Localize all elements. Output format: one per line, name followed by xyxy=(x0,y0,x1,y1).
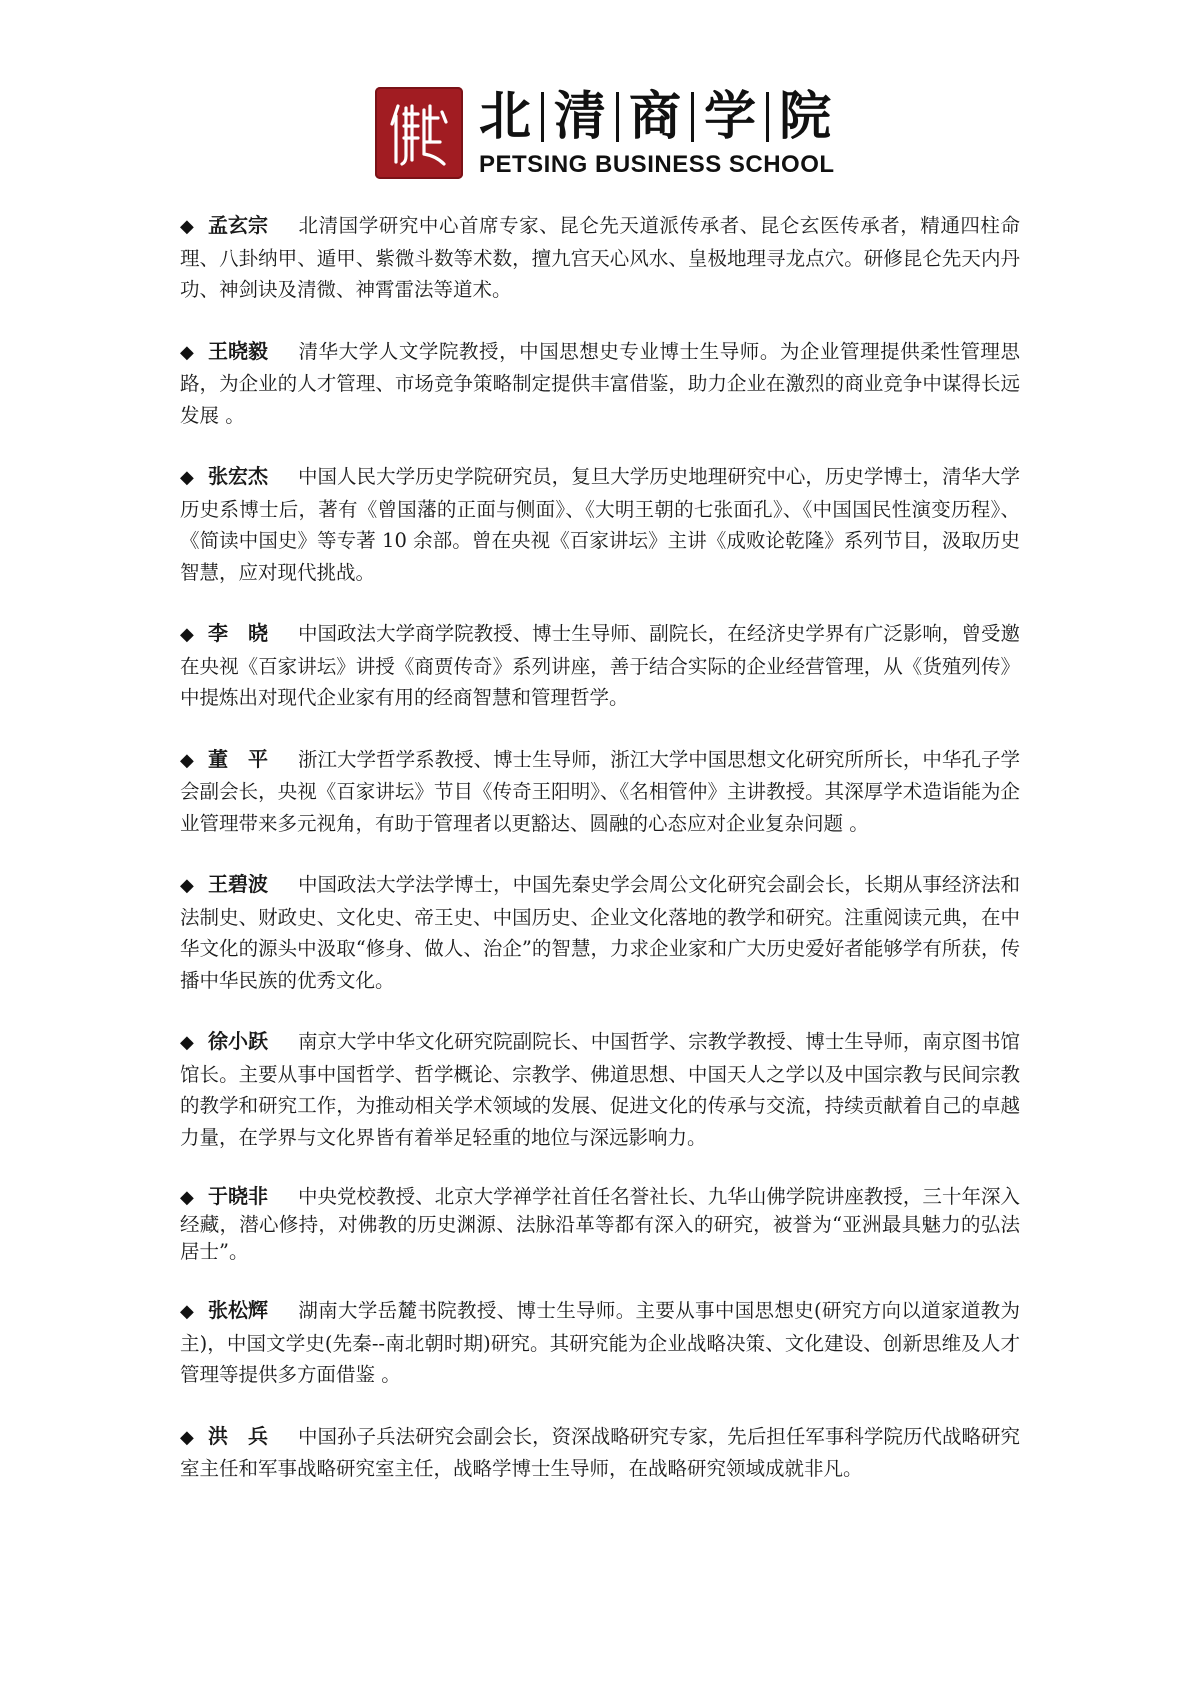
faculty-bio: 中央党校教授、北京大学禅学社首任名誉社长、九华山佛学院讲座教授，三十年深入经藏，潜心修持，对佛教的历史渊源、法脉沿革等都有深入的研究，被誉为“亚洲最具魅力的弘法居士”。 xyxy=(180,1185,1020,1263)
diamond-bullet-icon: ◆ xyxy=(180,467,194,488)
divider xyxy=(691,92,694,142)
school-name-char: 清 xyxy=(554,87,607,147)
diamond-bullet-icon: ◆ xyxy=(180,1426,194,1448)
faculty-bio: 湖南大学岳麓书院教授、博士生导师。主要从事中国思想史(研究方向以道家道教为主)，中国文学史(先秦--南北朝时期)研究。其研究能为企业战略决策、文化建设、创新思维及人才管理等提供多方面借鉴 。 xyxy=(180,1299,1020,1386)
faculty-name: 孟玄宗 xyxy=(208,213,268,237)
faculty-bio: 中国孙子兵法研究会副会长，资深战略研究专家，先后担任军事科学院历代战略研究室主任和军事战略研究室主任，战略学博士生导师，在战略研究领域成就非凡。 xyxy=(180,1424,1020,1480)
faculty-entry xyxy=(180,744,1020,840)
diamond-bullet-icon: ◆ xyxy=(180,1187,194,1208)
faculty-entry xyxy=(180,1421,1020,1485)
faculty-entry xyxy=(180,1183,1020,1265)
faculty-bio: 中国政法大学法学博士，中国先秦史学会周公文化研究会副会长，长期从事经济法和法制史、财政史、文化史、帝王史、中国历史、企业文化落地的教学和研究。注重阅读元典，在中华文化的源头中汲取“修身、做人、治企”的智慧，力求企业家和广大历史爱好者能够学有所获，传播中华民族的优秀文化。 xyxy=(180,873,1020,992)
diamond-bullet-icon: ◆ xyxy=(180,749,194,771)
faculty-list xyxy=(180,210,1020,1485)
faculty-name: 李 晓 xyxy=(208,621,268,645)
seal-glyph-icon xyxy=(384,96,454,170)
faculty-entry xyxy=(180,618,1020,714)
school-name-char: 院 xyxy=(779,87,832,147)
petsing-seal-logo xyxy=(375,87,463,179)
faculty-name: 王碧波 xyxy=(208,872,268,896)
faculty-name: 董 平 xyxy=(208,746,268,771)
diamond-bullet-icon: ◆ xyxy=(180,624,194,645)
faculty-bio: 清华大学人文学院教授，中国思想史专业博士生导师。为企业管理提供柔性管理思路，为企业的人才管理、市场竞争策略制定提供丰富借鉴，助力企业在激烈的商业竞争中谋得长远发展 。 xyxy=(180,339,1020,427)
faculty-bio: 中国政法大学商学院教授、博士生导师、副院长，在经济史学界有广泛影响，曾受邀在央视《百家讲坛》讲授《商贾传奇》系列讲座，善于结合实际的企业经营管理，从《货殖列传》中提炼出对现代企业家有用的经商智慧和管理哲学。 xyxy=(180,622,1020,709)
faculty-entry xyxy=(180,461,1020,588)
faculty-bio: 北清国学研究中心首席专家、昆仑先天道派传承者、昆仑玄医传承者，精通四柱命理、八卦纳甲、遁甲、紫微斗数等术数，擅九宫天心风水、皇极地理寻龙点穴。研修昆仑先天内丹功、神剑诀及清微、神霄雷法等道术。 xyxy=(180,214,1020,301)
faculty-name: 洪 兵 xyxy=(208,1423,268,1448)
faculty-entry xyxy=(180,1295,1020,1391)
faculty-bio: 浙江大学哲学系教授、博士生导师，浙江大学中国思想文化研究所所长，中华孔子学会副会长，央视《百家讲坛》节目《传奇王阳明》、《名相管仲》主讲教授。其深厚学术造诣能为企业管理带来多元视角，有助于管理者以更豁达、圆融的心态应对企业复杂问题 。 xyxy=(180,747,1020,835)
faculty-entry xyxy=(180,869,1020,996)
faculty-entry xyxy=(180,210,1020,306)
diamond-bullet-icon: ◆ xyxy=(180,875,194,896)
faculty-entry xyxy=(180,1026,1020,1153)
school-name-char: 学 xyxy=(704,87,757,147)
faculty-bio: 中国人民大学历史学院研究员，复旦大学历史地理研究中心，历史学博士，清华大学历史系博士后，著有《曾国藩的正面与侧面》、《大明王朝的七张面孔》、《中国国民性演变历程》、《简读中国史》等专著 10 余部。曾在央视《百家讲坛》主讲《成败论乾隆》系列节目，汲取历史智慧，应对现代挑战。 xyxy=(180,465,1020,584)
faculty-name: 张松辉 xyxy=(208,1298,268,1322)
faculty-name: 徐小跃 xyxy=(208,1029,268,1053)
header xyxy=(375,86,835,180)
faculty-name: 于晓非 xyxy=(208,1184,268,1208)
faculty-bio: 南京大学中华文化研究院副院长、中国哲学、宗教学教授、博士生导师，南京图书馆馆长。主要从事中国哲学、哲学概论、宗教学、佛道思想、中国天人之学以及中国宗教与民间宗教的教学和研究工作，为推动相关学术领域的发展、促进文化的传承与交流，持续贡献着自己的卓越力量，在学界与文化界皆有着举足轻重的地位与深远影响力。 xyxy=(180,1030,1020,1149)
school-name-char: 北 xyxy=(479,87,532,147)
school-name-char: 商 xyxy=(629,87,682,147)
divider xyxy=(541,92,544,142)
diamond-bullet-icon: ◆ xyxy=(180,1301,194,1322)
divider xyxy=(766,92,769,142)
faculty-name: 王晓毅 xyxy=(208,338,268,363)
faculty-name: 张宏杰 xyxy=(208,464,268,488)
divider xyxy=(616,92,619,142)
school-name-cn xyxy=(479,87,835,147)
diamond-bullet-icon: ◆ xyxy=(180,1032,194,1053)
school-name-en: PETSING BUSINESS SCHOOL xyxy=(479,151,835,178)
diamond-bullet-icon: ◆ xyxy=(180,216,194,237)
diamond-bullet-icon: ◆ xyxy=(180,341,194,363)
faculty-entry xyxy=(180,336,1020,432)
logo-text xyxy=(479,87,835,179)
